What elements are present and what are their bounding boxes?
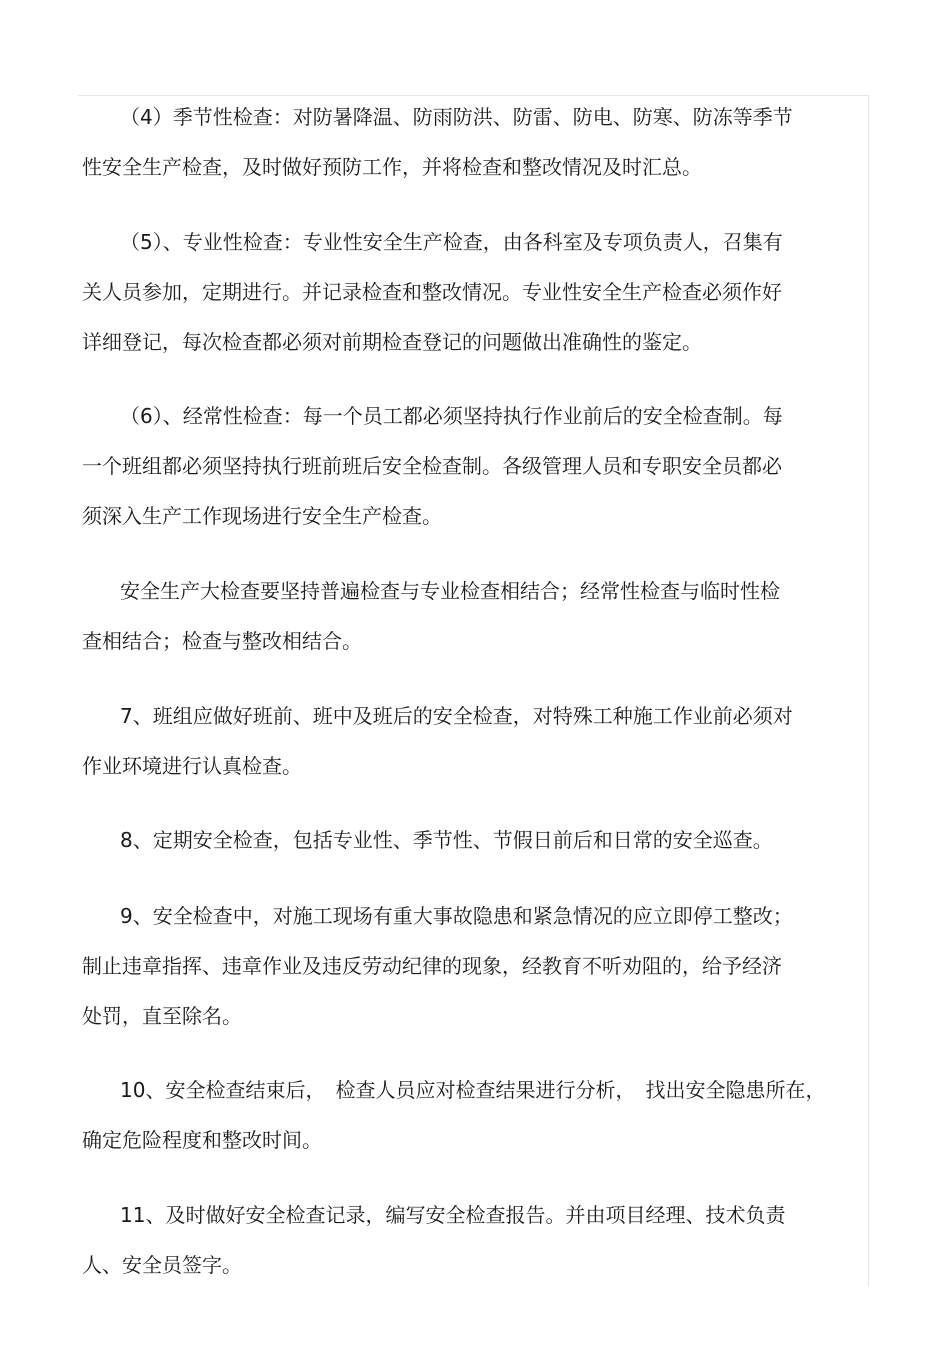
paragraph-line: 7、班组应做好班前、班中及班后的安全检查，对特殊工种施工作业前必须对 — [120, 704, 793, 728]
paragraph-line: 作业环境进行认真检查。 — [82, 754, 302, 778]
paragraph-combined-inspection — [82, 566, 852, 666]
paragraph-line: 安全生产大检查要坚持普遍检查与专业检查相结合；经常性检查与临时性检 — [120, 579, 780, 603]
paragraph-line: 详细登记，每次检查都必须对前期检查登记的问题做出准确性的鉴定。 — [82, 330, 702, 354]
paragraph-line: 11、及时做好安全检查记录，编写安全检查报告。并由项目经理、技术负责 — [120, 1203, 786, 1227]
paragraph-line: 10、安全检查结束后， 检查人员应对检查结果进行分析， 找出安全隐患所在， — [120, 1078, 826, 1102]
paragraph-line: 9、安全检查中，对施工现场有重大事故隐患和紧急情况的应立即停工整改； — [120, 904, 793, 928]
paragraph-item-11 — [82, 1190, 852, 1290]
paragraph-item-7 — [82, 691, 852, 791]
paragraph-seasonal-inspection — [82, 92, 852, 192]
paragraph-line: （5）、专业性检查：专业性安全生产检查，由各科室及专项负责人，召集有 — [120, 230, 783, 254]
paragraph-line: 须深入生产工作现场进行安全生产检查。 — [82, 504, 442, 528]
paragraph-item-8 — [82, 815, 852, 865]
paragraph-line: 查相结合；检查与整改相结合。 — [82, 629, 362, 653]
paragraph-line: （6）、经常性检查：每一个员工都必须坚持执行作业前后的安全检查制。每 — [120, 404, 783, 428]
paragraph-line: 关人员参加，定期进行。并记录检查和整改情况。专业性安全生产检查必须作好 — [82, 280, 782, 304]
paragraph-line: 人、安全员签字。 — [82, 1253, 242, 1277]
paragraph-item-10 — [82, 1065, 852, 1165]
paragraph-line: 处罚，直至除名。 — [82, 1004, 242, 1028]
paragraph-item-9 — [82, 891, 852, 1041]
paragraph-line: 性安全生产检查，及时做好预防工作，并将检查和整改情况及时汇总。 — [82, 155, 702, 179]
paragraph-professional-inspection — [82, 217, 852, 367]
paragraph-line: 确定危险程度和整改时间。 — [82, 1128, 322, 1152]
paragraph-line: 8、定期安全检查，包括专业性、季节性、节假日前后和日常的安全巡查。 — [120, 828, 773, 852]
paragraph-regular-inspection — [82, 391, 852, 541]
paragraph-line: 制止违章指挥、违章作业及违反劳动纪律的现象，经教育不听劝阻的，给予经济 — [82, 954, 782, 978]
paragraph-line: 一个班组都必须坚持执行班前班后安全检查制。各级管理人员和专职安全员都必 — [82, 454, 782, 478]
paragraph-line: （4）季节性检查：对防暑降温、防雨防洪、防雷、防电、防寒、防冻等季节 — [120, 105, 793, 129]
